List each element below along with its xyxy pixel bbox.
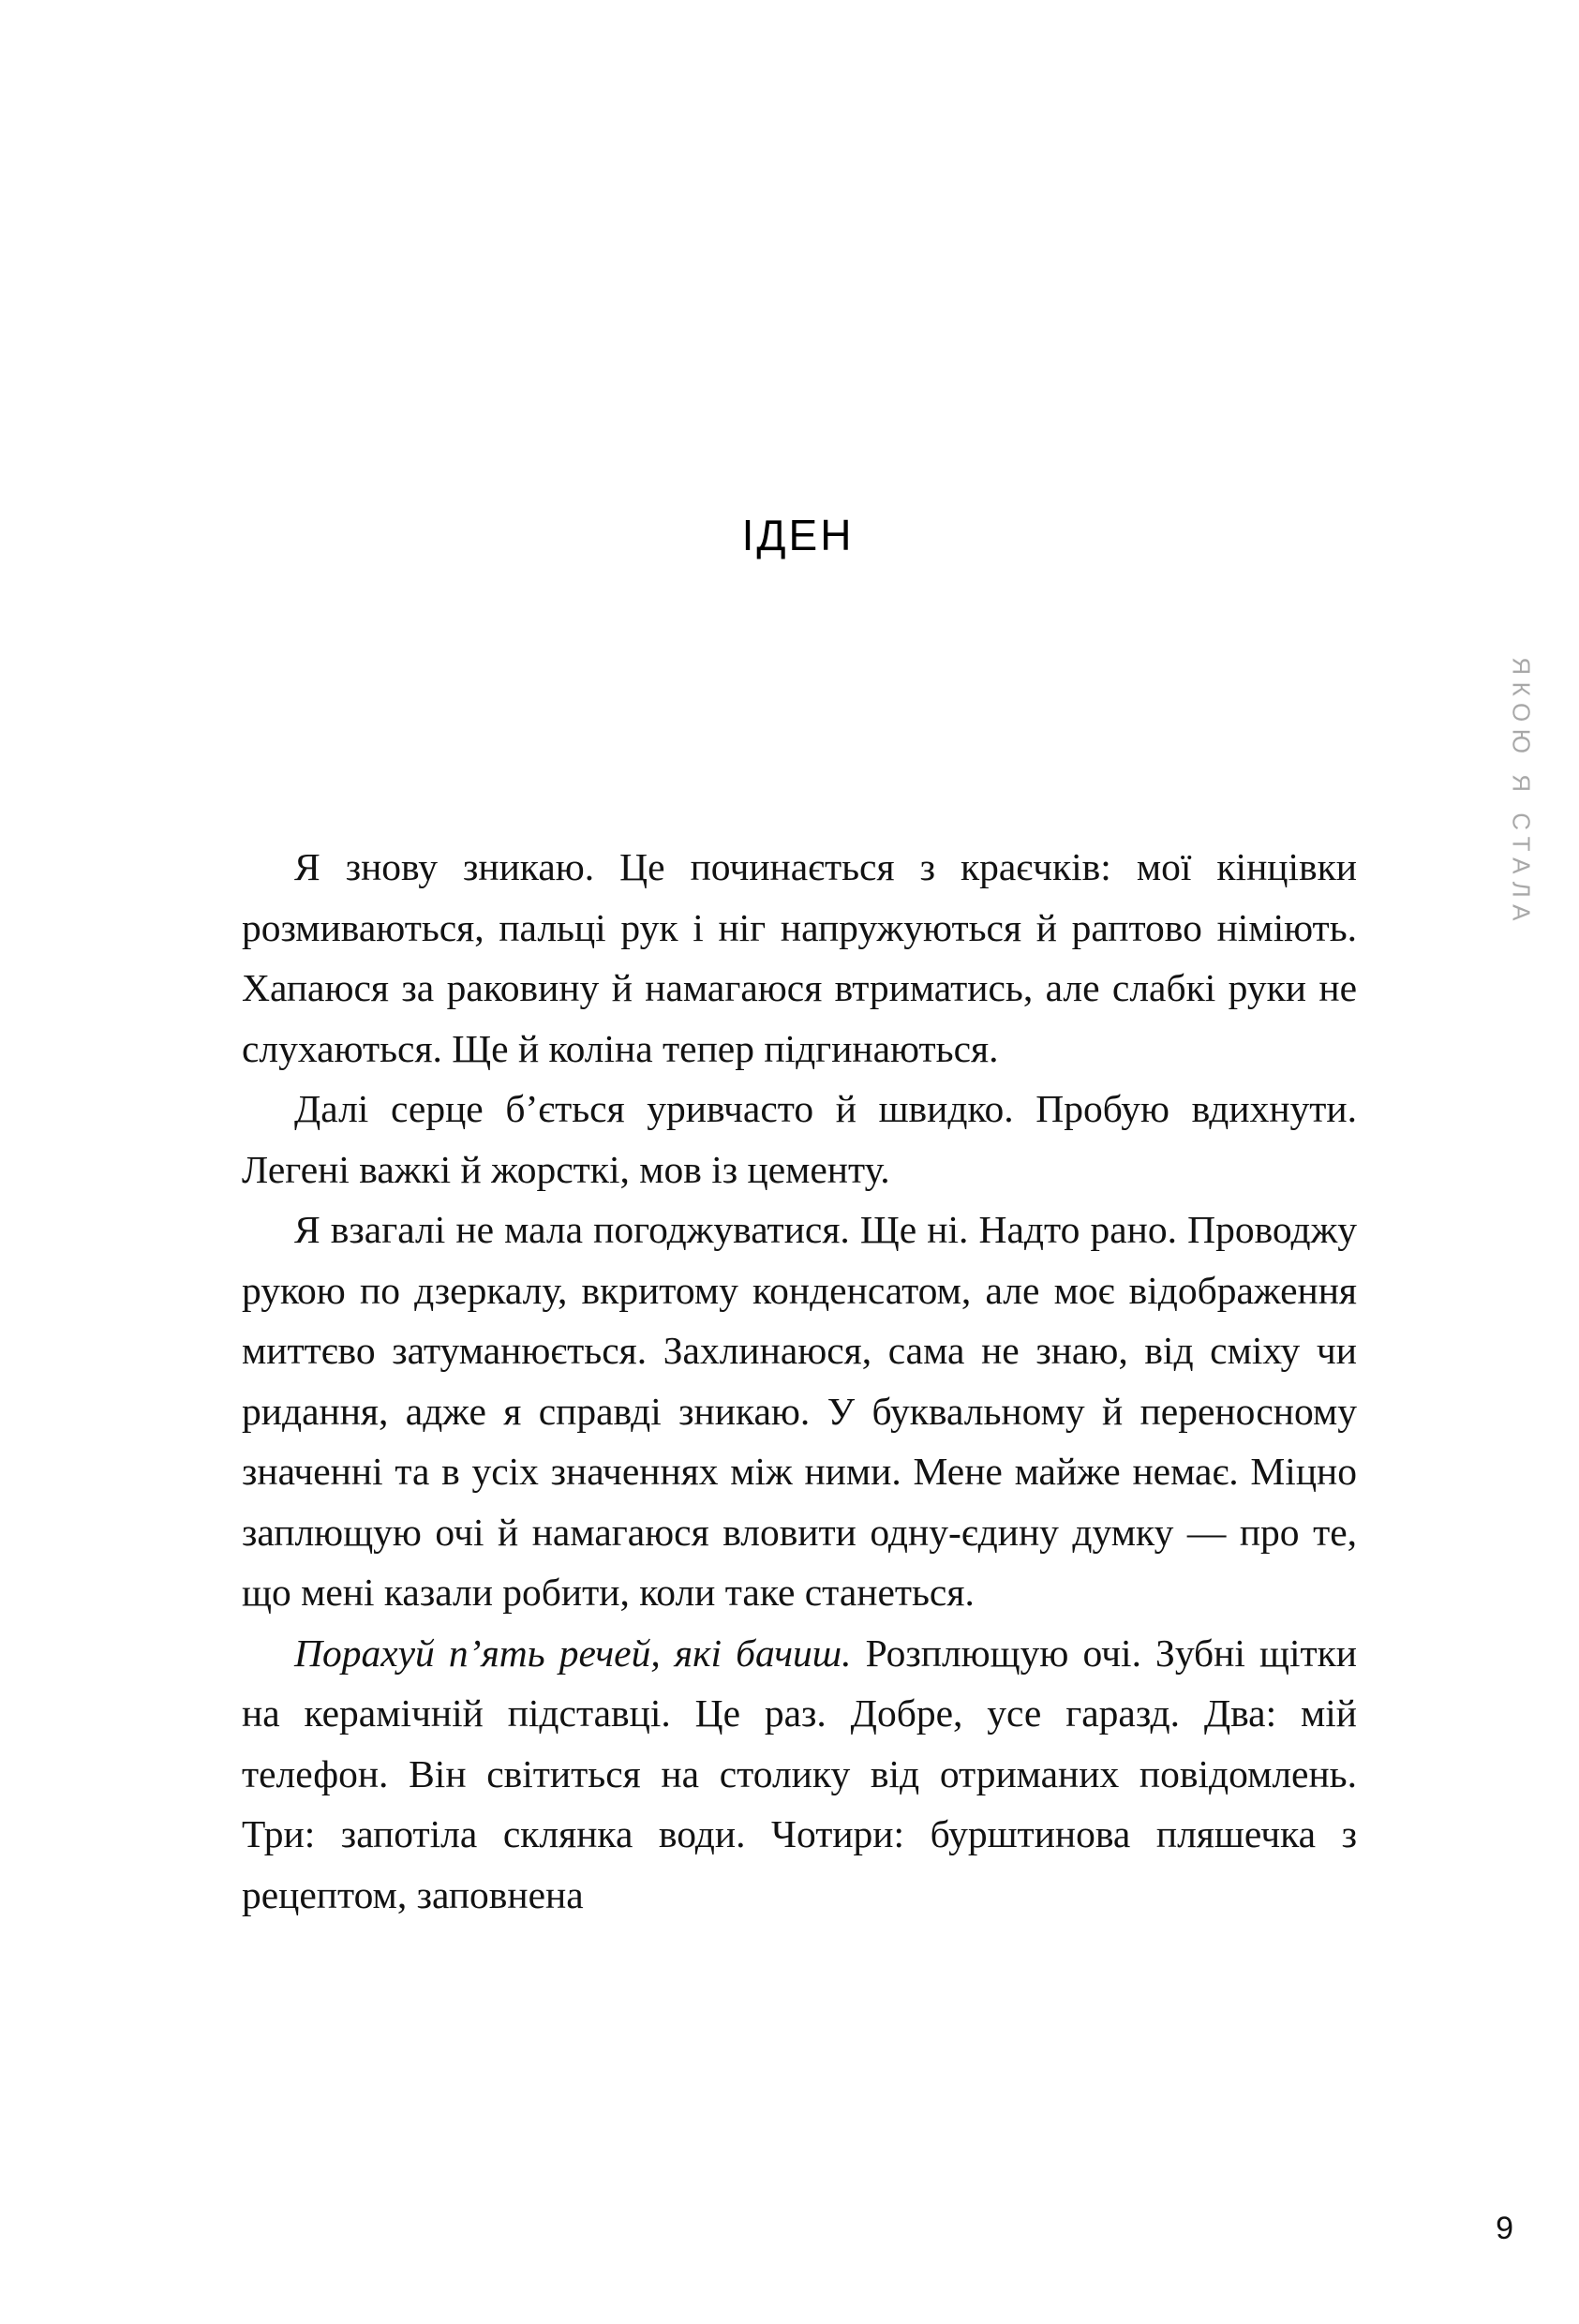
italic-inner-voice: Порахуй п’ять речей, які бачиш. [294, 1631, 852, 1675]
paragraph-2: Далі серце б’ється уривчасто й швидко. Пробую вдихнути. Легені важкі й жорсткі, мов із цементу. [242, 1087, 1357, 1191]
paragraph-4-rest: Розплющую очі. Зубні щітки на керамічній підставці. Це раз. Добре, усе гаразд. Два: мій телефон. Він світиться на столику від отриманих повідомлень. Три: запотіла склянка води. Чотири: бурштинова пляшечка з рецептом, заповнена [242, 1631, 1357, 1916]
body-text [242, 837, 1357, 1925]
running-head: ЯКОЮ Я СТАЛА [1508, 657, 1536, 928]
paragraph-3: Я взагалі не мала погоджуватися. Ще ні. Надто рано. Проводжу рукою по дзеркалу, вкритому конденсатом, але моє відображення миттєво затуманюється. Захлинаюся, сама не знаю, від сміху чи ридання, адже я справді зникаю. У буквальному й переносному значенні та в усіх значеннях між ними. Мене майже немає. Міцно заплющую очі й намагаюся вловити одну-єдину думку — про те, що мені казали робити, коли таке станеться. [242, 1208, 1357, 1614]
paragraph-1: Я знову зникаю. Це починається з краєчків: мої кінцівки розмиваються, пальці рук і ніг напружуються й раптово німіють. Хапаюся за раковину й намагаюся втриматись, але слабкі руки не слухаються. Ще й коліна тепер підгинаються. [242, 845, 1357, 1070]
page-title: ІДЕН [741, 510, 855, 559]
page-number: 9 [1496, 2211, 1513, 2246]
paragraph-4 [242, 1623, 1357, 1926]
